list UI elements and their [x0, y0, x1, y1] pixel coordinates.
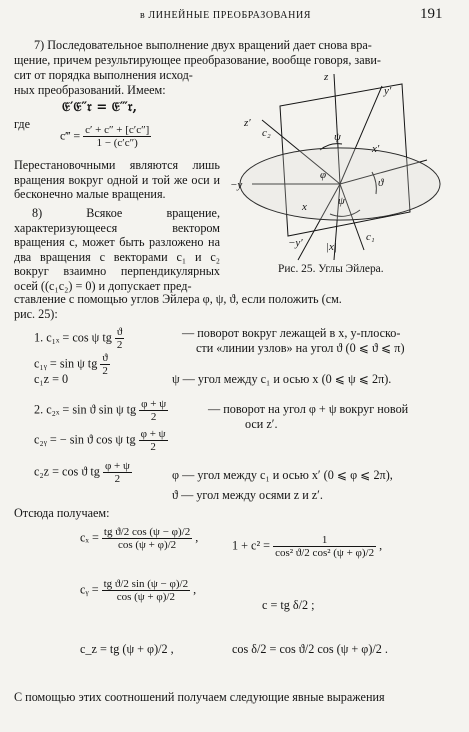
- eq-c2z: [34, 460, 132, 485]
- result-cx: cₓ = $\frac{\text{tg ϑ/2 cos (ψ − φ)/2}}{\cos (\psi + \varphi)/2}$ ,: [80, 526, 199, 551]
- result-cy-lhs: cᵧ =: [80, 582, 99, 597]
- frac-den: 2: [116, 339, 123, 351]
- result-cx-lhs: cₓ =: [80, 530, 99, 545]
- running-header: в ЛИНЕЙНЫЕ ПРЕОБРАЗОВАНИЯ: [140, 10, 312, 21]
- result-c: c = tg δ/2 ;: [262, 598, 315, 612]
- eq-c-numerator: c′ + c″ + [c′c″]: [85, 124, 150, 136]
- eq-c1x-fraction: [115, 326, 125, 351]
- eq-c2x-fraction: [139, 398, 168, 423]
- case1-description-3: ψ — угол между c₁ и осью x (0 ⩽ ψ ⩽ 2π).: [172, 372, 392, 386]
- case2-description-2: оси z′.: [245, 417, 278, 431]
- eq-c2y-text: c₂ᵧ = − sin ϑ cos ψ tg: [34, 432, 136, 447]
- figure-caption: Рис. 25. Углы Эйлера.: [278, 263, 384, 275]
- frac-den: 2: [102, 365, 108, 377]
- paragraph-commuting-rotations: Перестановочными являются лишь вращения вокруг одной и той же оси и бесконечно малые вращения.: [14, 158, 220, 202]
- frac-den: 2: [150, 441, 156, 453]
- frac-num: φ + ψ: [104, 460, 130, 472]
- figure-label-phi: φ: [320, 169, 327, 181]
- eq-c2y-fraction: [139, 428, 168, 453]
- paragraph-8: 8) Всякое вращение, характеризующееся вектором вращения c, может быть разложено на два вращения с векторами c₁ и c₂ вокруг взаимно перпендикулярных осей ((c₁c₂) = 0) и допускает пред-: [14, 206, 220, 293]
- eq-c-fraction: [83, 124, 151, 149]
- frac-num: ϑ: [100, 352, 110, 365]
- figure-label-minus-y-prime: −y′: [288, 237, 303, 249]
- figure-label-c1: c₁: [366, 231, 375, 243]
- result-cx-fraction: [102, 526, 192, 551]
- paragraph-8-continuation: ставление с помощью углов Эйлера φ, ψ, ϑ, если положить (см.: [14, 292, 342, 306]
- eq-c1x: [34, 326, 124, 351]
- paragraph-8-continuation-2: рис. 25):: [14, 307, 58, 321]
- eq-c1y-fraction: [100, 352, 110, 377]
- euler-angles-figure: [222, 64, 458, 272]
- hence-label: Отсюда получаем:: [14, 506, 110, 520]
- figure-label-c2: c₂: [262, 127, 271, 139]
- where-label: где: [14, 117, 31, 131]
- figure-label-minus-y: −y: [230, 179, 243, 191]
- final-line: С помощью этих соотношений получаем следующие явные выражения: [14, 690, 385, 704]
- eq-c2z-fraction: [103, 460, 132, 485]
- eq-c-lhs: c‴ =: [60, 128, 81, 143]
- result-cos-delta: cos δ/2 = cos ϑ/2 cos (ψ + φ)/2 .: [232, 642, 388, 656]
- intro-line-2: щение, причем результирующее преобразование, вообще говоря, зави-: [14, 53, 381, 67]
- frac-num: φ + ψ: [141, 398, 167, 410]
- frac-den: cos² ϑ/2 cos² (ψ + φ)/2: [275, 547, 375, 559]
- eq-c2x-text: 2. c₂ₓ = sin ϑ sin ψ tg: [34, 402, 137, 417]
- result-cz: c_z = tg (ψ + φ)/2 ,: [80, 642, 174, 656]
- case2-description-3: φ — угол между c₁ и осью x′ (0 ⩽ φ ⩽ 2π),: [172, 468, 393, 482]
- eq-c-denominator: 1 − (c′c″): [96, 137, 138, 149]
- case2-description-1: — поворот на угол φ + ψ вокруг новой: [208, 402, 409, 416]
- case1-description-1: — поворот вокруг лежащей в x, y-плоско-: [182, 326, 401, 340]
- result-r1-lhs: 1 + c² =: [232, 538, 271, 553]
- eq-c1y-text: c₁ᵧ = sin ψ tg: [34, 356, 98, 371]
- intro-line-3: сит от порядка выполнения исход-: [14, 68, 193, 82]
- eq-c1z: c₁z = 0: [34, 372, 69, 386]
- eq-c2x: [34, 398, 168, 423]
- eq-c2y: [34, 428, 168, 453]
- case2-description-4: ϑ — угол между осями z и z′.: [172, 488, 323, 502]
- eq-c1x-text: 1. c₁ₓ = cos ψ tg: [34, 330, 112, 345]
- frac-den: 2: [150, 411, 157, 423]
- eq-c2z-text: c₂z = cos ϑ tg: [34, 464, 100, 479]
- result-cy-fraction: [102, 578, 190, 603]
- equation-c-triple-prime: [60, 124, 151, 149]
- case1-description-2: сти «линии узлов» на угол ϑ (0 ⩽ ϑ ⩽ π): [196, 341, 405, 355]
- figure-label-psi: ψ: [338, 195, 345, 207]
- frac-num: tg ϑ/2 sin (ψ − φ)/2: [103, 578, 189, 590]
- frac-num: ϑ: [115, 326, 125, 339]
- figure-label-abs-x: |x|: [326, 241, 337, 253]
- figure-label-y-prime: y′: [384, 85, 392, 97]
- frac-den: cos (ψ + φ)/2: [117, 539, 177, 551]
- figure-label-psi-top: ψ: [334, 131, 341, 143]
- frac-den: 2: [114, 473, 121, 485]
- frac-den: cos (ψ + φ)/2: [116, 591, 175, 603]
- figure-label-x: x: [302, 201, 307, 213]
- frac-num: tg ϑ/2 cos (ψ − φ)/2: [103, 526, 191, 538]
- equation-rotation-composition: 𝔈′𝔈″𝔯 = 𝔈‴𝔯,: [62, 100, 138, 115]
- frac-num: φ + ψ: [140, 428, 166, 440]
- intro-line-4: ных преобразований. Имеем:: [14, 83, 166, 97]
- result-one-plus-c2: 1 + c² = $\frac{1}{\text{cos² ϑ/2 cos² (ψ + φ)/2}}$ ,: [232, 534, 383, 559]
- figure-label-z-prime: z′: [244, 117, 251, 129]
- figure-label-theta: ϑ: [378, 177, 384, 189]
- result-cy: cᵧ = $\frac{\text{tg ϑ/2 sin (ψ − φ)/2}}{\cos (\psi + \varphi)/2}$ ,: [80, 578, 197, 603]
- figure-label-z: z: [324, 71, 329, 83]
- page-number: 191: [420, 6, 443, 22]
- result-r1-fraction: [273, 534, 376, 559]
- frac-num: 1: [273, 534, 376, 547]
- figure-label-x-prime: x′: [372, 143, 380, 155]
- intro-line-1: 7) Последовательное выполнение двух вращений дает снова вра-: [34, 38, 372, 52]
